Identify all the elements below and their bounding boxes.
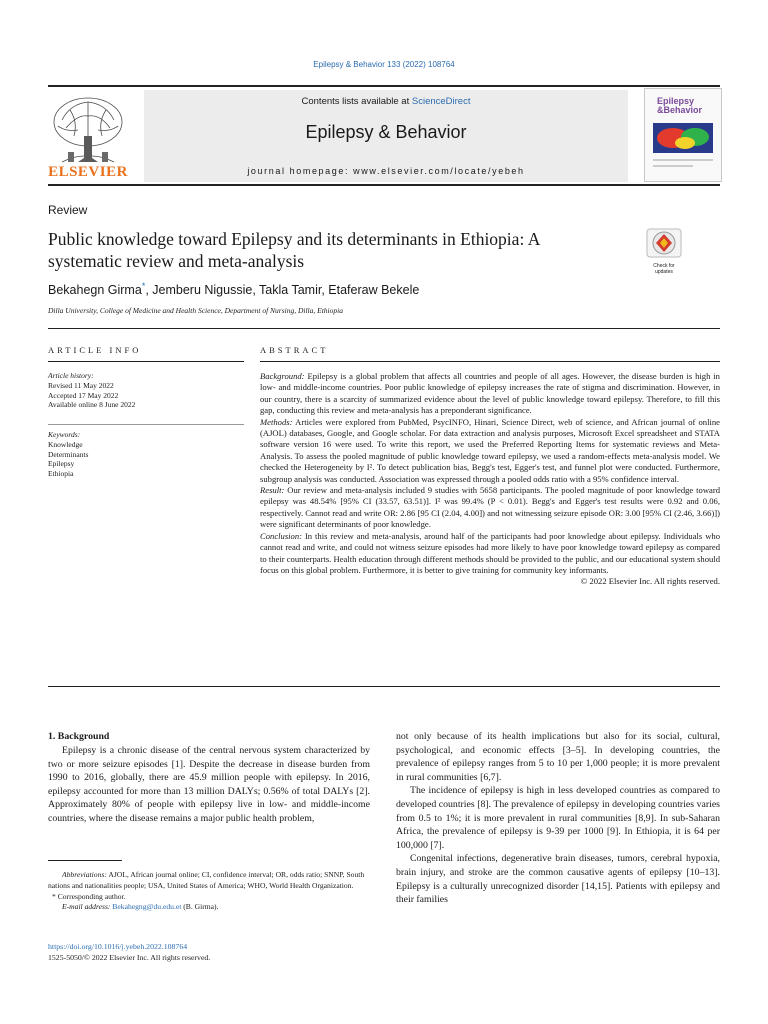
cover-title-line1: Epilepsy: [657, 96, 695, 106]
article-type: Review: [48, 203, 88, 217]
body-left-column: [48, 744, 370, 826]
corresponding-author-mark[interactable]: *: [141, 281, 146, 291]
journal-masthead: [144, 90, 628, 182]
result-label: Result:: [260, 485, 285, 496]
conclusion-text: In this review and meta-analysis, around half of the participants had poor knowledge about epilepsy. Individuals who cannot read and write, and could not witness seizure episodes had more likely to have poor knowledge toward epilepsy as compared to their counterparts. Health education through different methods should be provided to the public, and our educational system should focus on this global problem. Furthermore, it is better to give training for community key informants.: [260, 530, 720, 575]
abstract-rule: [260, 361, 720, 362]
abstract-result: [260, 485, 720, 531]
keywords-label: Keywords:: [48, 430, 81, 439]
contents-lists-line: [144, 96, 628, 107]
publisher-wordmark[interactable]: ELSEVIER: [48, 164, 128, 180]
methods-text: Articles were explored from PubMed, PsycINFO, Hinari, Science Direct, web of science, and African journal of online (AJOL) databases, Google, and Google scholar. For data extraction and analysis purposes, Microsoft Excel spreadsheet and STATA software version 16 were used. To write this report, we used the Preferred Reporting Items for systematic reviews and Meta-Analysis. To assess the pooled magnitude of public knowledge toward epilepsy, we used a random-effects meta-analysis model. We checked the Heterogeneity by I². To detect publication bias, Begg's test, Egger's test, and funnel plot were conducted. Furthermore, subgroup analysis was conducted. Association was expressed through a pooled odds ratio with a 95% confidence interval.: [260, 416, 720, 484]
result-text: Our review and meta-analysis included 9 studies with 5658 participants. The pooled magnitude of poor knowledge toward epilepsy was 48.54% [95% CI (33.57, 63.51)]. I² was 99.4% (P < 0.01). Begg's and Egger's test results were 0.92 and 0.06, respectively. Cannot read and write OR: 2.86 [95 CI (2.04, 4.00]) and not witnessing seizure episode OR: 3.00 [95% CI (2.46, 3.66)]) were significant determinants of poor knowledge.: [260, 485, 720, 530]
authors-line: [48, 281, 419, 297]
header-top-rule: [48, 85, 720, 87]
abstract-conclusion: [260, 531, 720, 577]
body-paragraph: Congenital infections, degenerative brain diseases, tumors, cerebral hypoxia, brain injury, and stroke are the common causative agents of epilepsy [10–13]. Epilepsy is a culturally unrecognized disorder [14,15]. Patients with epilepsy and their families: [396, 853, 720, 906]
keyword: Determinants: [48, 449, 89, 459]
contents-prefix: Contents lists available at: [301, 96, 412, 107]
background-text: Epilepsy is a global problem that affects all countries and people of all ages. However, the disease burden is high in low- and middle-income countries. Poor public knowledge of epilepsy increases the rate of stigma and discrimination. However, in our country, there is a scarcity of summarized evidence about the level of public knowledge toward epilepsy. Therefore, to fill this gap, conducting this review and meta-analysis has a preponderant significance.: [260, 371, 720, 416]
footnotes: [48, 870, 378, 913]
section-heading-background: 1. Background: [48, 731, 110, 742]
footnote-rule: [48, 860, 122, 861]
cover-brain-image: [653, 123, 713, 153]
abstract-bottom-rule: [48, 686, 720, 687]
journal-citation[interactable]: Epilepsy & Behavior 133 (2022) 108764: [313, 60, 455, 69]
history-label: Article history:: [48, 371, 94, 380]
header-bottom-rule: [48, 184, 720, 186]
cover-line: [653, 165, 693, 167]
email-label: E-mail address:: [62, 902, 111, 912]
body-right-column: [396, 730, 720, 907]
crossmark-icon: [646, 228, 682, 258]
email-footnote: [48, 902, 378, 913]
author-girma[interactable]: Bekahegn Girma: [48, 283, 142, 298]
info-top-rule: [48, 328, 720, 329]
methods-label: Methods:: [260, 416, 293, 427]
doi-block: [48, 942, 210, 964]
history-online: Available online 8 June 2022: [48, 400, 136, 410]
abbreviations-footnote: [48, 870, 378, 892]
crossmark-label: Check for updates: [653, 263, 675, 275]
doi-link[interactable]: https://doi.org/10.1016/j.yebeh.2022.108764: [48, 942, 188, 951]
keywords-rule: [48, 424, 244, 425]
keyword: Ethiopia: [48, 469, 74, 479]
abbreviations-label: Abbreviations:: [62, 870, 107, 879]
email-link[interactable]: Bekahegng@du.edu.et: [112, 902, 182, 912]
article-history: [48, 371, 244, 410]
body-paragraph: Epilepsy is a chronic disease of the central nervous system characterized by two or more seizure episodes [1]. Despite the decrease in disease burden from 1990 to 2016, globally, there are 45.9 million people with epilepsy. In 2016, epilepsy accounted for more than 13 million DALYs; 0.56% of total DALYs [2]. Approximately 80% of people with epilepsy live in low- and middle-income countries, where the disease remains a major public health problem,: [48, 745, 370, 824]
article-info-rule: [48, 361, 244, 362]
background-label: Background:: [260, 371, 305, 381]
body-paragraph: not only because of its health implications but also for its social, cultural, psychological, and economic effects [3–5]. In developing countries, the prevalence of epilepsy ranges from 5 to 10 per 1,000 people; it is more prevalent in rural communities [6,7].: [396, 731, 720, 783]
other-authors: , Jemberu Nigussie, Takla Tamir, Etaferaw Bekele: [145, 283, 420, 298]
body-paragraph: The incidence of epilepsy is high in less developed countries as compared to developed countries [8]. The prevalence of epilepsy in developing countries varies from 0.5 to 1%; it is more prevalent in rural communities [8,9]. In sub-Saharan Africa, the prevalence of epilepsy is 9-39 per 1000 [9]. In Ethiopia, it is 64 per 100,000 [7].: [396, 785, 720, 851]
journal-homepage[interactable]: journal homepage: www.elsevier.com/locate/yebeh: [247, 166, 525, 176]
issn-line: 1525-5050/© 2022 Elsevier Inc. All rights reserved.: [48, 952, 211, 962]
journal-cover-thumbnail[interactable]: [644, 88, 722, 182]
sciencedirect-link[interactable]: ScienceDirect: [411, 96, 471, 107]
abstract-body: [260, 371, 720, 588]
check-for-updates-button[interactable]: [646, 228, 682, 275]
abstract-copyright: © 2022 Elsevier Inc. All rights reserved.: [580, 576, 720, 587]
article-info-heading: ARTICLE INFO: [48, 345, 142, 355]
email-suffix: (B. Girma).: [183, 902, 219, 912]
keywords-block: [48, 430, 244, 479]
cover-title: [657, 97, 702, 115]
abstract-background: [260, 371, 720, 417]
affiliation: Dilla University, College of Medicine and Health Science, Department of Nursing, Dilla, Ethiopia: [48, 306, 343, 315]
keyword: Epilepsy: [48, 459, 75, 469]
cover-line: [653, 159, 713, 161]
journal-name: Epilepsy & Behavior: [305, 122, 467, 142]
abstract-methods: [260, 417, 720, 485]
history-revised: Revised 11 May 2022: [48, 380, 114, 390]
article-title: Public knowledge toward Epilepsy and its determinants in Ethiopia: A systematic review and meta-analysis: [48, 229, 540, 271]
corresponding-footnote: * Corresponding author.: [52, 891, 126, 901]
abbreviations-text: AJOL, African journal online; CI, confidence interval; OR, odds ratio; SNNP, South nations and nationalities people; USA, United States of America; WHO, World Health Organization.: [48, 870, 365, 890]
cover-title-line2: &Behavior: [657, 105, 703, 115]
abstract-heading: ABSTRACT: [260, 345, 329, 355]
conclusion-label: Conclusion:: [260, 530, 303, 541]
history-accepted: Accepted 17 May 2022: [48, 390, 119, 400]
keyword: Knowledge: [48, 439, 83, 449]
